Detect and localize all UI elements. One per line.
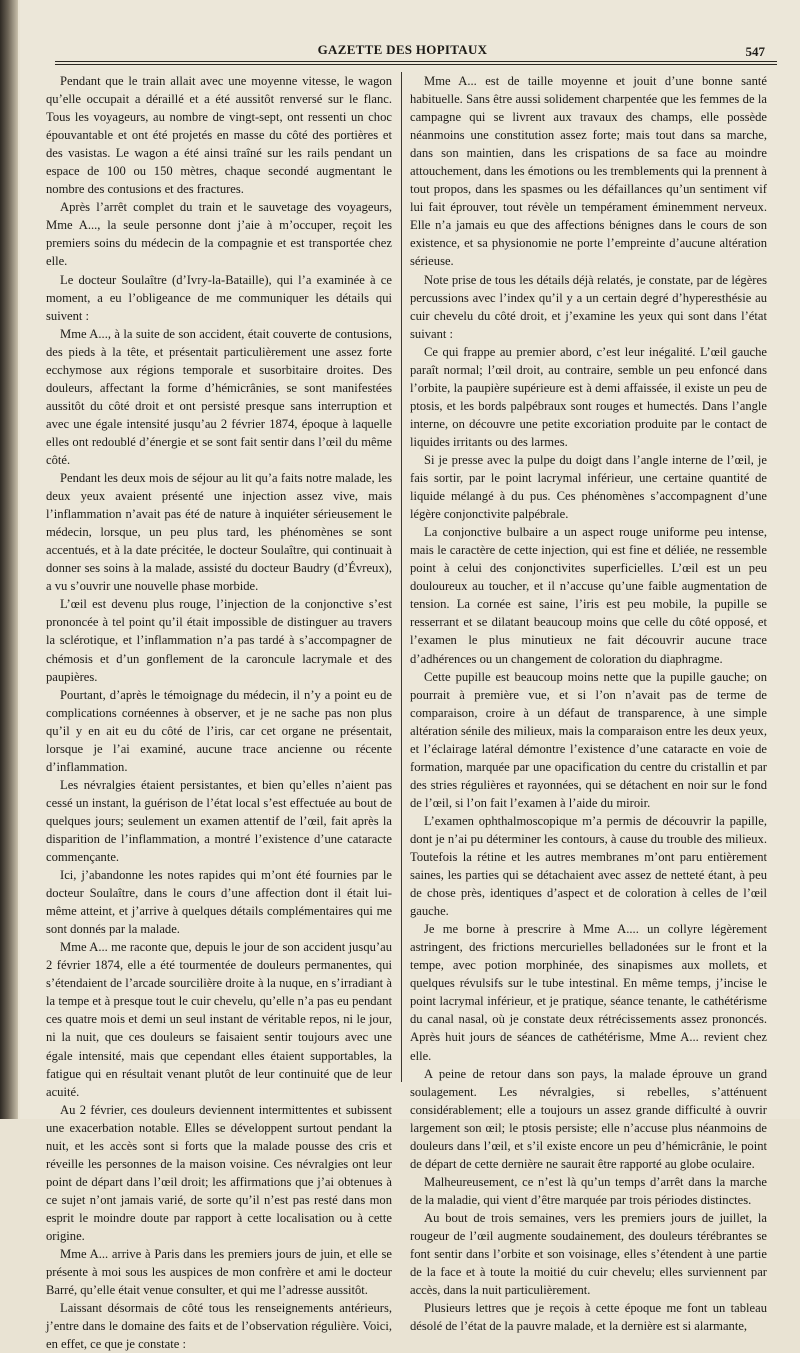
paragraph: Mme A... est de taille moyenne et jouit d’une bonne santé habituelle. Sans être aussi solidement charpentée que les femmes de la campagne qui se livrent aux travaux des champs, elle possède néanmoins une constitution assez forte; mais tout dans sa marche, dans son maintien, dans les crispations de sa face au moindre attouchement, dans les émotions ou les tremblements qui la prennent à tout propos, dans les spasmes ou les défaillances qu’un sentiment vif lui fait éprouver, tout révèle un tempérament éminemment nerveux. Elle n’a jamais eu que des affections bénignes dans le cours de son existence, et sa physionomie ne porte l’empreinte d’aucune altération sérieuse. xyxy=(410,74,767,269)
page-number: 547 xyxy=(745,44,765,59)
paragraph: Malheureusement, ce n’est là qu’un temps d’arrêt dans la marche de la maladie, qui vient d’être marquée par trois périodes distinctes. xyxy=(410,1174,767,1207)
paragraph: Les névralgies étaient persistantes, et bien qu’elles n’aient pas cessé un instant, la guérison de l’état local s’est effectuée au bout de quelques jours; seulement un examen attentif de l’œil, fait après la disparition de l’inflammation, a montré l’existence d’une cataracte commençante. xyxy=(46,777,392,865)
right-column xyxy=(410,72,767,1335)
paragraph: A peine de retour dans son pays, la malade éprouve un grand soulagement. Les névralgies, si rebelles, s’atténuent considérablement; elle a toujours un assez grande difficulté à ouvrir largement son œil; le ptosis persiste; elle n’accuse plus néanmoins de douleurs dans l’œil, et s’il existe encore un peu d’hémicrânie, le point de départ de cette dernière ne saurait être rapporté au globe oculaire. xyxy=(410,1066,767,1171)
paragraph: Pendant que le train allait avec une moyenne vitesse, le wagon qu’elle occupait a déraillé et a été aussitôt renversé sur le flanc. Tous les voyageurs, au nombre de vingt-sept, ont ressenti un choc épouvantable et ont été projetés en masse du côté des portières et des vasistas. Le wagon a été ainsi traîné sur les rails pendant un espace de 100 ou 150 mètres, chaque secondé augmentant le nombre des contusions et des fractures. xyxy=(46,74,392,197)
paragraph: Le docteur Soulaître (d’Ivry-la-Bataille), qui l’a examinée à ce moment, a eu l’obligeance de me communiquer les détails qui suivent : xyxy=(46,272,392,323)
paragraph: Laissant désormais de côté tous les renseignements antérieurs, j’entre dans le domaine des faits et de l’observation régulière. Voici, en effet, ce que je constate : xyxy=(46,1301,392,1352)
page-header xyxy=(30,42,775,60)
paragraph: Si je presse avec la pulpe du doigt dans l’angle interne de l’œil, je fais sortir, par le point lacrymal inférieur, une certaine quantité de liquide mélangé à du pus. Ces phénomènes s’accompagnent d’une légère conjonctivite palpébrale. xyxy=(410,452,767,522)
paragraph: Au bout de trois semaines, vers les premiers jours de juillet, la rougeur de l’œil augmente soudainement, des douleurs térébrantes se font sentir dans l’orbite et son voisinage, elles s’étendent à une partie de la face et à toute la moitié du cuir chevelu; elles surviennent par accès, dans la nuit particulièrement. xyxy=(410,1210,767,1298)
paragraph: Mme A... me raconte que, depuis le jour de son accident jusqu’au 2 février 1874, elle a été tourmentée de douleurs permanentes, qui s’étendaient de l’arcade sourcilière droite à la nuque, en s’irradiant à la tempe et à presque tout le cuir chevelu, qu’elle n’a pas eu pendant ces quatre mois et demi un seul instant de véritable repos, ni le jour, ni la nuit, que ces douleurs se faisaient sentir toujours avec une égale intensité, mais que cependant elles étaient supportables, la fatigue qui en résultait venant plutôt de leur continuité que de leur acuité. xyxy=(46,940,392,1099)
column-divider xyxy=(401,72,402,1082)
header-rule-bottom xyxy=(55,64,777,65)
paragraph: La conjonctive bulbaire a un aspect rouge uniforme peu intense, mais le caractère de cette injection, qui est fine et déliée, ne ressemble point à celui des conjonctivites superficielles. L’œil est un peu douloureux au toucher, et il n’accuse qu’une faible augmentation de tension. La cornée est saine, l’iris est peu mobile, la pupille se resserrant et se dilatant beaucoup moins que celle du côté opposé, et l’examen le plus minutieux ne fait découvrir aucune trace d’adhérences ou un changement de coloration du diaphragme. xyxy=(410,525,767,666)
left-column xyxy=(46,72,392,1353)
header-rule-top xyxy=(55,61,777,62)
book-binding-edge xyxy=(0,0,18,1119)
paragraph: Mme A..., à la suite de son accident, était couverte de contusions, des pieds à la tête, et présentait particulièrement une assez forte ecchymose aux régions temporale et susorbitaire droites. Des douleurs, affectant la forme d’hémicrânies, se sont manifestées aussitôt du côté droit et ont persisté presque sans interruption et avec une égale intensité jusqu’au 2 février 1874, époque à laquelle elles ont redoublé d’énergie et se sont fait sentir dans l’œil du même côté. xyxy=(46,326,392,467)
paragraph: Plusieurs lettres que je reçois à cette époque me font un tableau désolé de l’état de la pauvre malade, et la dernière est si alarmante, xyxy=(410,1301,767,1334)
paragraph: Au 2 février, ces douleurs deviennent intermittentes et subissent une exacerbation notable. Elles se développent surtout pendant la nuit, et les accès sont si forts que la malade pousse des cris et réveille les personnes de la maison voisine. Ces névralgies ont leur point de départ dans l’œil droit; les affirmations que j’ai obtenues à ce sujet n’ont jamais varié, de sorte qu’il n’est pas resté dans mon esprit le moindre doute par rapport à cette localisation ou à cette origine. xyxy=(46,1102,392,1243)
running-title: GAZETTE DES HOPITAUX xyxy=(317,42,488,57)
paragraph: Mme A... arrive à Paris dans les premiers jours de juin, et elle se présente à moi sous les auspices de mon confrère et ami le docteur Barré, qu’elle était venue consulter, et qui me l’adresse aussitôt. xyxy=(46,1247,392,1298)
paragraph: L’examen ophthalmoscopique m’a permis de découvrir la papille, dont je n’ai pu déterminer les contours, à cause du trouble des milieux. Toutefois la rétine et les autres membranes m’ont paru entièrement saines, les parties qui se détachaient avec assez de netteté étant, à peu de chose près, identiques d’aspect et de coloration à celles de l’œil gauche. xyxy=(410,813,767,919)
paragraph: Après l’arrêt complet du train et le sauvetage des voyageurs, Mme A..., la seule personne dont j’aie à m’occuper, reçoit les premiers soins du médecin de la compagnie et est transportée chez elle. xyxy=(46,200,392,269)
paragraph: Je me borne à prescrire à Mme A.... un collyre légèrement astringent, des frictions mercurielles belladonées sur le front et la tempe, avec potion morphinée, des sinapismes aux mollets, et quelques révulsifs sur le tube intestinal. En même temps, j’incise le point lacrymal inférieur, et je pratique, séance tenante, le cathétérisme du canal nasal, où je constate deux rétrécissements assez prononcés. Après huit jours de séances de cathétérisme, Mme A... revient chez elle. xyxy=(410,922,767,1063)
paragraph: Ici, j’abandonne les notes rapides qui m’ont été fournies par le docteur Soulaître, dans le cours d’une affection dont il était lui-même atteint, et j’arrive à quelques détails complémentaires qui me sont donnés par la malade. xyxy=(46,868,392,937)
paragraph: Note prise de tous les détails déjà relatés, je constate, par de légères percussions avec l’index qu’il y a un certain degré d’hyperesthésie au cuir chevelu du côté droit, et j’examine les yeux qui sont dans l’état suivant : xyxy=(410,272,767,341)
paragraph: Pendant les deux mois de séjour au lit qu’a faits notre malade, les deux yeux avaient présenté une injection assez vive, mais l’inflammation n’avait pas été de nature à inquiéter sérieusement le médecin, lorsque, un peu plus tard, les phénomènes se sont accentués, et à la date précitée, le docteur Soulaître, qui continuait à donner ses soins à la malade, assisté du docteur Baudry (d’Évreux), a vu s’ouvrir une nouvelle phase morbide. xyxy=(46,471,392,594)
paragraph: Ce qui frappe au premier abord, c’est leur inégalité. L’œil gauche paraît normal; l’œil droit, au contraire, semble un peu enfoncé dans l’orbite, la paupière supérieure est à demi affaissée, il existe un peu de ptosis, et les bords palpébraux sont rouges et humectés. Dans l’angle interne, on découvre une petite excoriation produite par le contact de liquides irritants ou des larmes. xyxy=(410,344,767,449)
paragraph: Cette pupille est beaucoup moins nette que la pupille gauche; on pourrait à première vue, et si l’on n’avait pas de terme de comparaison, croire à un défaut de transparence, à une simple altération sénile des milieux, mais la comparaison entre les deux yeux, et l’éclairage latéral démontre l’existence d’une cataracte en voie de formation, marquée par une opacification du centre du cristallin et par des stries régulières et rayonnées, qui se détachent en noir sur le fond de l’œil, si l’on fait l’examen à l’aide du miroir. xyxy=(410,669,767,810)
paragraph: L’œil est devenu plus rouge, l’injection de la conjonctive s’est prononcée à tel point qu’il était impossible de distinguer au travers la sclérotique, et l’inflammation n’a pas tardé à s’accompagner de chémosis et d’un gonflement de la caroncule lacrymale et des paupières. xyxy=(46,597,392,684)
paragraph: Pourtant, d’après le témoignage du médecin, il n’y a point eu de complications cornéennes à observer, et je ne sache pas non plus qu’il y en ait eu du côté de l’iris, car cet organe ne présentait, lorsque je l’ai examiné, aucune trace ancienne ou récente d’inflammation. xyxy=(46,687,392,774)
